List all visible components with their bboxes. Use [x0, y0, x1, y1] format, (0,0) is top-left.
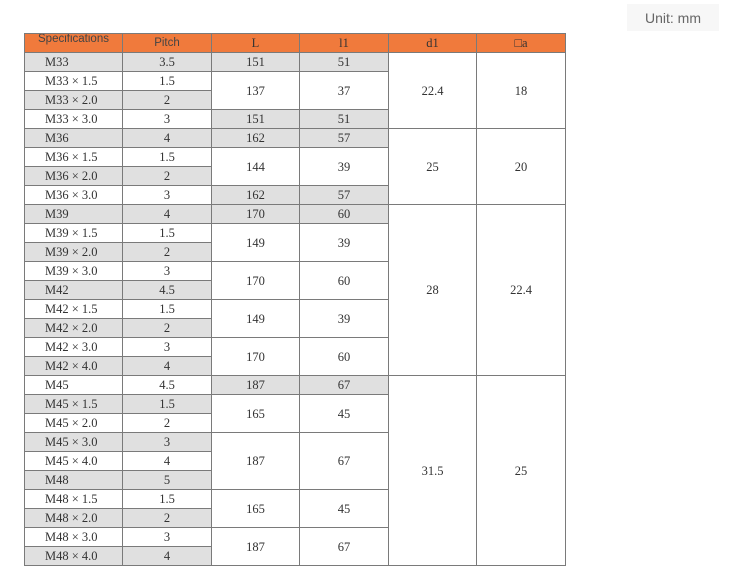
header-d1: d1 [389, 34, 477, 53]
pitch-cell: 2 [123, 319, 212, 338]
header-a: □a [477, 34, 566, 53]
l1-cell: 57 [300, 186, 389, 205]
spec-cell: M48 [25, 471, 123, 490]
l1-cell: 67 [300, 433, 389, 490]
l-cell: 187 [212, 376, 300, 395]
d1-cell: 22.4 [389, 53, 477, 129]
l-cell: 151 [212, 110, 300, 129]
l-cell: 187 [212, 528, 300, 566]
l-cell: 149 [212, 224, 300, 262]
table-row [25, 376, 566, 395]
spec-cell: M45 × 1.5 [25, 395, 123, 414]
a-cell: 22.4 [477, 205, 566, 376]
pitch-cell: 4 [123, 452, 212, 471]
l1-cell: 60 [300, 338, 389, 376]
pitch-cell: 3 [123, 338, 212, 357]
l-cell: 151 [212, 53, 300, 72]
l-cell: 162 [212, 186, 300, 205]
header-row [25, 34, 566, 53]
header-l: L [212, 34, 300, 53]
pitch-cell: 3 [123, 433, 212, 452]
pitch-cell: 4 [123, 357, 212, 376]
table-row [25, 205, 566, 224]
pitch-cell: 1.5 [123, 72, 212, 91]
l1-cell: 45 [300, 490, 389, 528]
spec-cell: M36 [25, 129, 123, 148]
spec-cell: M48 × 3.0 [25, 528, 123, 547]
l-cell: 149 [212, 300, 300, 338]
pitch-cell: 4.5 [123, 281, 212, 300]
unit-label: Unit: mm [627, 4, 719, 31]
d1-cell: 25 [389, 129, 477, 205]
l1-cell: 39 [300, 224, 389, 262]
l1-cell: 60 [300, 205, 389, 224]
l-cell: 170 [212, 262, 300, 300]
pitch-cell: 1.5 [123, 490, 212, 509]
table-row [25, 53, 566, 72]
spec-cell: M45 × 2.0 [25, 414, 123, 433]
spec-cell: M39 × 3.0 [25, 262, 123, 281]
pitch-cell: 2 [123, 167, 212, 186]
header-pitch: Pitch [123, 34, 212, 53]
l1-cell: 67 [300, 528, 389, 566]
pitch-cell: 3 [123, 186, 212, 205]
pitch-cell: 3.5 [123, 53, 212, 72]
l-cell: 144 [212, 148, 300, 186]
header-specifications: Specifications [25, 34, 123, 53]
pitch-cell: 3 [123, 262, 212, 281]
l1-cell: 60 [300, 262, 389, 300]
pitch-cell: 2 [123, 91, 212, 110]
spec-cell: M48 × 1.5 [25, 490, 123, 509]
pitch-cell: 1.5 [123, 148, 212, 167]
thread-spec-table [24, 33, 566, 566]
spec-cell: M45 [25, 376, 123, 395]
spec-cell: M36 × 2.0 [25, 167, 123, 186]
l-cell: 162 [212, 129, 300, 148]
l1-cell: 37 [300, 72, 389, 110]
a-cell: 25 [477, 376, 566, 566]
spec-cell: M36 × 3.0 [25, 186, 123, 205]
spec-cell: M39 [25, 205, 123, 224]
spec-cell: M33 [25, 53, 123, 72]
spec-cell: M33 × 2.0 [25, 91, 123, 110]
spec-cell: M39 × 1.5 [25, 224, 123, 243]
pitch-cell: 2 [123, 414, 212, 433]
pitch-cell: 5 [123, 471, 212, 490]
pitch-cell: 4 [123, 129, 212, 148]
l1-cell: 51 [300, 110, 389, 129]
spec-cell: M42 × 3.0 [25, 338, 123, 357]
spec-cell: M39 × 2.0 [25, 243, 123, 262]
spec-cell: M33 × 1.5 [25, 72, 123, 91]
spec-cell: M42 × 4.0 [25, 357, 123, 376]
pitch-cell: 2 [123, 509, 212, 528]
l1-cell: 67 [300, 376, 389, 395]
l-cell: 187 [212, 433, 300, 490]
pitch-cell: 4 [123, 547, 212, 566]
pitch-cell: 3 [123, 528, 212, 547]
spec-cell: M42 × 1.5 [25, 300, 123, 319]
pitch-cell: 1.5 [123, 395, 212, 414]
pitch-cell: 2 [123, 243, 212, 262]
spec-cell: M45 × 3.0 [25, 433, 123, 452]
l1-cell: 39 [300, 300, 389, 338]
pitch-cell: 1.5 [123, 224, 212, 243]
l-cell: 137 [212, 72, 300, 110]
pitch-cell: 1.5 [123, 300, 212, 319]
spec-cell: M36 × 1.5 [25, 148, 123, 167]
pitch-cell: 4 [123, 205, 212, 224]
spec-cell: M42 [25, 281, 123, 300]
pitch-cell: 4.5 [123, 376, 212, 395]
l-cell: 170 [212, 338, 300, 376]
spec-cell: M48 × 4.0 [25, 547, 123, 566]
table-body [25, 53, 566, 566]
l-cell: 165 [212, 490, 300, 528]
table-row [25, 129, 566, 148]
l1-cell: 39 [300, 148, 389, 186]
l-cell: 165 [212, 395, 300, 433]
spec-cell: M45 × 4.0 [25, 452, 123, 471]
l1-cell: 45 [300, 395, 389, 433]
a-cell: 20 [477, 129, 566, 205]
l1-cell: 57 [300, 129, 389, 148]
spec-cell: M42 × 2.0 [25, 319, 123, 338]
spec-cell: M48 × 2.0 [25, 509, 123, 528]
d1-cell: 31.5 [389, 376, 477, 566]
header-l1: l1 [300, 34, 389, 53]
l1-cell: 51 [300, 53, 389, 72]
d1-cell: 28 [389, 205, 477, 376]
a-cell: 18 [477, 53, 566, 129]
pitch-cell: 3 [123, 110, 212, 129]
spec-cell: M33 × 3.0 [25, 110, 123, 129]
l-cell: 170 [212, 205, 300, 224]
